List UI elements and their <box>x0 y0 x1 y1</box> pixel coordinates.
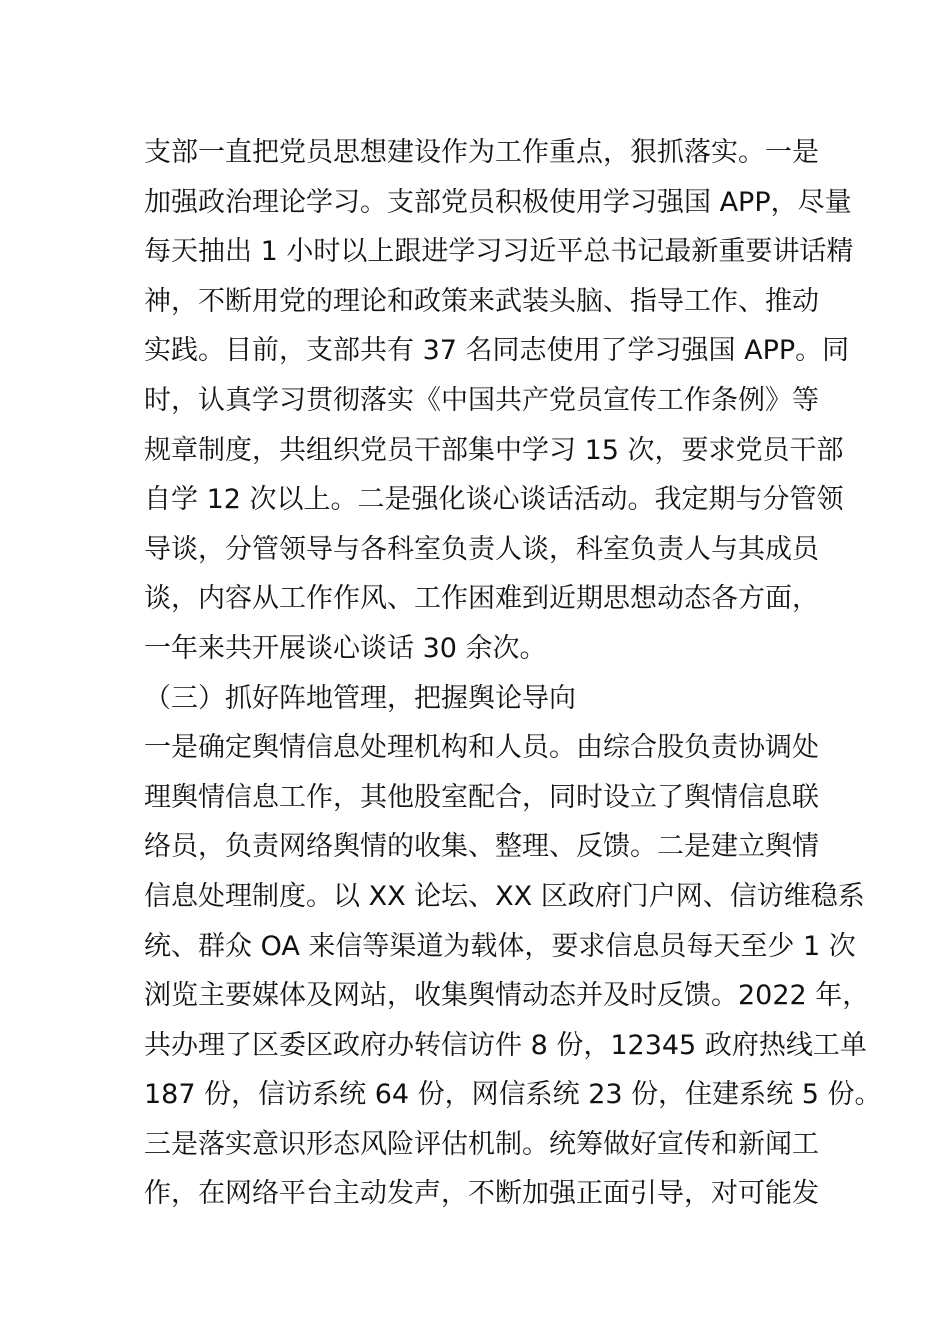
text-line-22: 作，在网络平台主动发声，不断加强正面引导，对可能发 <box>144 1178 819 1210</box>
text-line-3: 每天抽出 1 小时以上跟进学习习近平总书记最新重要讲话精 <box>144 236 854 268</box>
text-line-6: 时，认真学习贯彻落实《中国共产党员宣传工作条例》等 <box>144 384 819 416</box>
text-line-4: 神，不断用党的理论和政策来武装头脑、指导工作、推动 <box>144 285 819 317</box>
text-line-19: 共办理了区委区政府办转信访件 8 份，12345 政府热线工单 <box>144 1029 867 1061</box>
text-line-14: 理舆情信息工作，其他股室配合，同时设立了舆情信息联 <box>144 781 819 813</box>
section-heading: （三）抓好阵地管理，把握舆论导向 <box>144 682 576 714</box>
text-line-2: 加强政治理论学习。支部党员积极使用学习强国 APP，尽量 <box>144 186 852 218</box>
text-line-17: 统、群众 OA 来信等渠道为载体，要求信息员每天至少 1 次 <box>144 930 856 962</box>
text-line-1: 支部一直把党员思想建设作为工作重点，狠抓落实。一是 <box>144 137 819 168</box>
text-line-7: 规章制度，共组织党员干部集中学习 15 次，要求党员干部 <box>144 434 844 466</box>
text-line-10: 谈，内容从工作作风、工作困难到近期思想动态各方面， <box>144 583 819 615</box>
text-line-11: 一年来共开展谈心谈话 30 余次。 <box>144 632 547 664</box>
text-line-13: 一是确定舆情信息处理机构和人员。由综合股负责协调处 <box>144 732 819 764</box>
text-line-15: 络员，负责网络舆情的收集、整理、反馈。二是建立舆情 <box>144 831 819 863</box>
text-line-9: 导谈，分管领导与各科室负责人谈，科室负责人与其成员 <box>144 533 819 565</box>
text-line-18: 浏览主要媒体及网站，收集舆情动态并及时反馈。2022 年， <box>144 980 870 1012</box>
text-line-16: 信息处理制度。以 XX 论坛、XX 区政府门户网、信访维稳系 <box>144 880 865 912</box>
text-line-5: 实践。目前，支部共有 37 名同志使用了学习强国 APP。同 <box>144 335 850 367</box>
text-line-8: 自学 12 次以上。二是强化谈心谈话活动。我定期与分管领 <box>144 484 844 516</box>
text-line-21: 三是落实意识形态风险评估机制。统筹做好宣传和新闻工 <box>144 1128 819 1160</box>
document-body <box>144 128 882 1219</box>
text-line-20: 187 份，信访系统 64 份，网信系统 23 份，住建系统 5 份。 <box>144 1079 882 1111</box>
